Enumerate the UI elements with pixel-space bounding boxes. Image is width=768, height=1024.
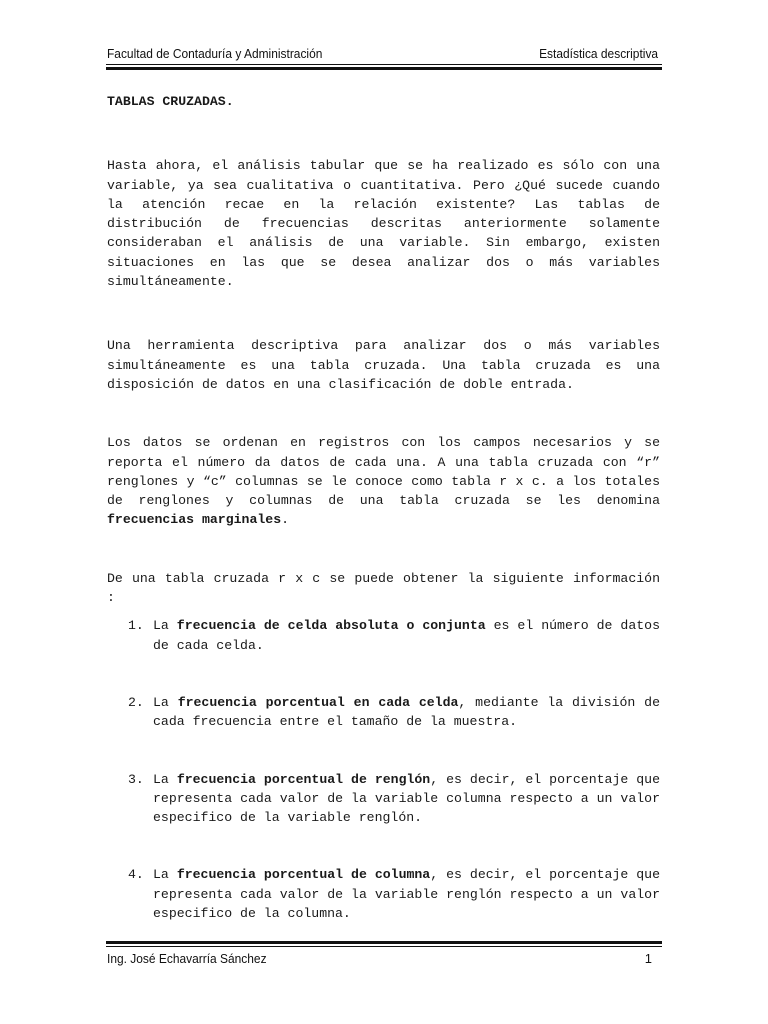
list-item bbox=[107, 616, 660, 655]
header-subject: Estadística descriptiva bbox=[539, 46, 659, 61]
paragraph-3 bbox=[107, 433, 660, 529]
header-institution: Facultad de Contaduría y Administración bbox=[107, 46, 323, 61]
header-rule-thin bbox=[106, 64, 662, 65]
document-body bbox=[107, 92, 660, 923]
list-item-bold: frecuencia porcentual en cada celda bbox=[177, 694, 459, 710]
list-item-number: 4. bbox=[128, 867, 144, 883]
footer-rule-thin bbox=[106, 946, 662, 947]
footer-author: Ing. José Echavarría Sánchez bbox=[107, 951, 267, 966]
list-item-number: 1. bbox=[128, 618, 144, 634]
list-item-post: , mediante la división de cada frecuencia entre el tamaño de la muestra. bbox=[153, 694, 660, 730]
page-header bbox=[107, 46, 659, 64]
list-item-bold: frecuencia porcentual de renglón bbox=[176, 771, 431, 787]
paragraph-3-end: . bbox=[281, 512, 290, 528]
list-intro: De una tabla cruzada r x c se puede obtener la siguiente información : bbox=[107, 570, 660, 606]
page-footer bbox=[107, 951, 662, 969]
paragraph-3-bold: frecuencias marginales bbox=[107, 512, 282, 528]
list-item-number: 3. bbox=[128, 771, 144, 787]
list-item-pre: La bbox=[153, 867, 177, 883]
paragraph-1: Hasta ahora, el análisis tabular que se ha realizado es sólo con una variable, ya sea cualitativa o cuantitativa. Pero ¿Qué sucede cuando la atención recae en la relación existente? Las tablas de distribución de frecuencias descritas anteriormente solamente consideraban el análisis de una variable. Sin embargo, existen situaciones en las que se desea analizar dos o más variables simultáneamente. bbox=[107, 158, 660, 290]
list-item-pre: La bbox=[153, 694, 178, 710]
list-item bbox=[107, 770, 660, 828]
list-item-bold: frecuencia de celda absoluta o conjunta bbox=[176, 618, 486, 634]
numbered-list bbox=[107, 616, 660, 923]
list-item-post: , es decir, el porcentaje que representa cada valor de la variable renglón respecto a un valor especifico de la columna. bbox=[153, 867, 661, 922]
page-number: 1 bbox=[644, 951, 652, 966]
paragraph-3-text: Los datos se ordenan en registros con los campos necesarios y se reporta el número da datos de cada una. A una tabla cruzada con “r” renglones y “c” columnas se le conoce como tabla r x c. a los totales de renglones y columnas de una tabla cruzada se les denomina bbox=[107, 435, 660, 509]
list-item-post: es el número de datos de cada celda. bbox=[153, 618, 661, 653]
list-item bbox=[107, 865, 660, 923]
list-item-post: , es decir, el porcentaje que representa cada valor de la variable columna respecto a un valor especifico de la variable renglón. bbox=[153, 771, 661, 826]
paragraph-2: Una herramienta descriptiva para analizar dos o más variables simultáneamente es una tabla cruzada. Una tabla cruzada es una disposición de datos en una clasificación de doble entrada. bbox=[107, 338, 660, 392]
list-item-number: 2. bbox=[128, 694, 144, 710]
list-item-bold: frecuencia porcentual de columna bbox=[176, 867, 431, 883]
list-item-pre: La bbox=[153, 618, 177, 634]
header-rule-thick bbox=[106, 67, 662, 70]
footer-rule-thick bbox=[106, 941, 662, 944]
list-item-pre: La bbox=[153, 771, 177, 787]
section-title: TABLAS CRUZADAS. bbox=[107, 94, 234, 109]
list-item bbox=[107, 693, 660, 732]
